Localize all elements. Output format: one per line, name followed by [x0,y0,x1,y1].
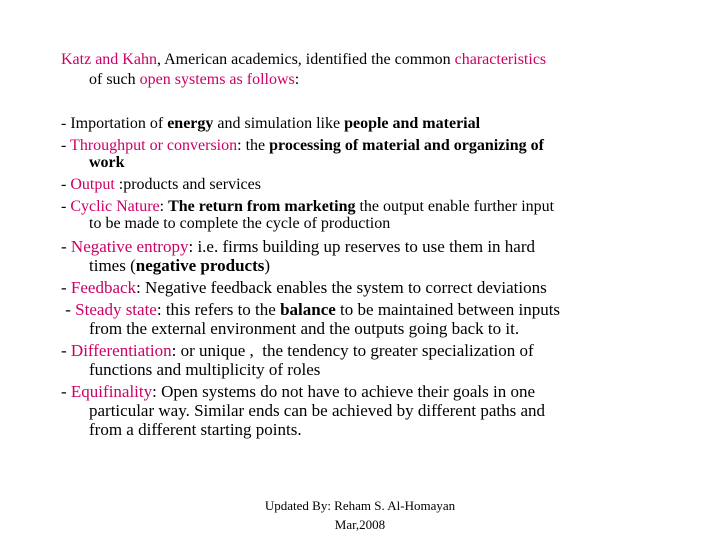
item-term: Equifinality [70,382,153,401]
footer-author: Updated By: Reham S. Al-Homayan [264,498,456,513]
list-item-negative-entropy [61,237,676,275]
item-bold: balance [280,300,336,319]
item-text: times ( [89,256,136,275]
item-term: Negative entropy [70,237,189,256]
footer-credit [230,496,490,534]
item-continuation: work [89,154,125,171]
item-text: and simulation like [213,115,345,132]
list-item-cyclic-nature [61,198,676,232]
item-prefix: - [61,341,71,360]
item-text: : [159,198,169,215]
list-item-output [61,176,676,193]
item-text: : or unique , the tendency to greater specialization of [171,341,534,360]
characteristics-list [61,115,676,442]
item-text: to be maintained between inputs [335,300,561,319]
item-prefix: - [61,300,76,319]
intro-line-1 [61,50,671,70]
intro-colon: : [294,71,300,88]
item-bold: negative products [135,256,265,275]
item-term: Differentiation [70,341,172,360]
item-bold: The return from marketing [168,198,356,215]
item-text: ) [264,256,271,275]
item-prefix: - [61,237,71,256]
item-continuation: functions and multiplicity of roles [89,360,321,379]
item-bold: energy [167,115,214,132]
intro-text-2: of such [89,71,140,88]
item-text: : Open systems do not have to achieve their goals in one [152,382,536,401]
item-prefix: - [61,382,71,401]
item-continuation: from the external environment and the outputs going back to it. [89,319,520,338]
item-prefix: - [61,198,71,215]
item-prefix: - [61,176,71,193]
item-term: Cyclic Nature [70,198,160,215]
intro-open-systems: open systems as follows [139,71,295,88]
item-prefix: - [61,137,71,154]
item-text: : i.e. firms building up reserves to use them in hard [188,237,536,256]
list-item-throughput [61,137,676,171]
item-text: : this refers to the [156,300,281,319]
list-item-steady-state [61,300,676,338]
item-term: Output [70,176,115,193]
intro-characteristics: characteristics [454,51,547,68]
intro-authors: Katz and Kahn [61,51,157,68]
footer-date: Mar,2008 [334,517,386,532]
item-term: Throughput or conversion [70,137,238,154]
item-term: Feedback [70,278,137,297]
item-prefix: - Importation of [61,115,168,132]
list-item-equifinality [61,382,676,439]
item-prefix: - [61,278,71,297]
list-item-importation [61,115,676,132]
item-text: :products and services [114,176,261,193]
item-bold: people and material [344,115,481,132]
list-item-feedback [61,278,676,297]
intro-paragraph [61,50,671,90]
list-item-differentiation [61,341,676,379]
intro-line-2 [61,70,671,90]
item-term: Steady state [75,300,157,319]
item-text: the output enable further input [355,198,555,215]
item-text: : Negative feedback enables the system to correct deviations [136,278,547,297]
intro-text: , American academics, identified the common [156,51,455,68]
item-bold: processing of material and organizing of [269,137,544,154]
item-continuation: particular way. Similar ends can be achieved by different paths and [89,401,545,420]
item-text: : the [237,137,270,154]
item-continuation: from a different starting points. [89,420,302,439]
item-continuation: to be made to complete the cycle of production [89,215,391,232]
